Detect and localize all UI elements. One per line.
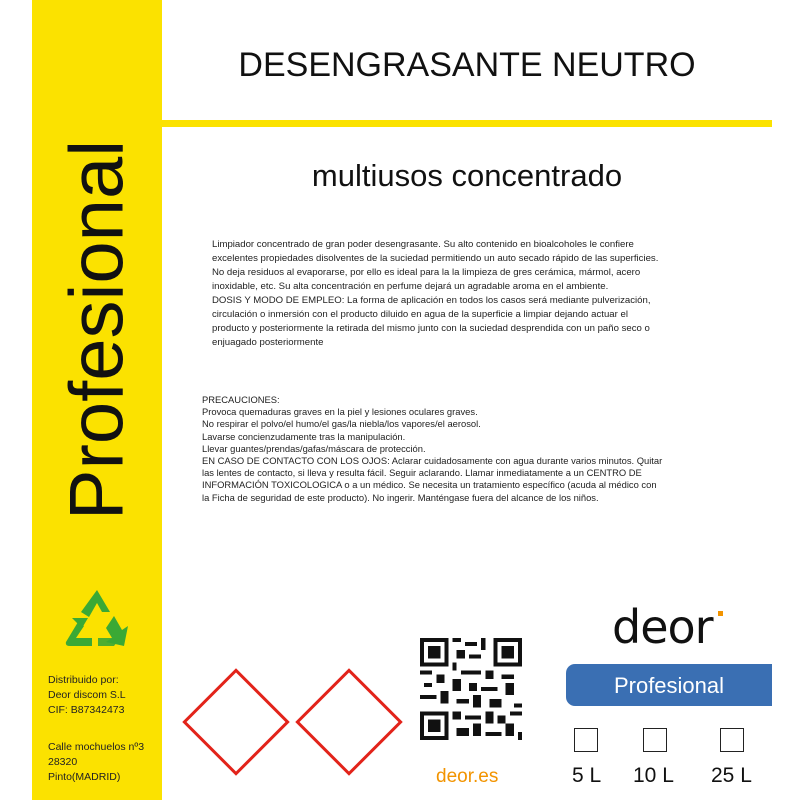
precautions-line: las lentes de contacto, si lleva y resulta fácil. Seguir aclarando. Llamar inmediatamente a un CENTRO DE <box>202 467 642 479</box>
address-line: 28320 <box>48 756 78 768</box>
description-line: DOSIS Y MODO DE EMPLEO: La forma de aplicación en todos los casos será mediante pulverización, <box>212 295 651 306</box>
description-line: producto y posteriormente la retirada del mismo junto con la suciedad desprendida con un paño seco o <box>212 323 650 334</box>
precautions-line: EN CASO DE CONTACTO CON LOS OJOS: Aclarar cuidadosamente con agua durante varios minutos. Quitar <box>202 455 663 467</box>
size-checkbox-10l[interactable] <box>643 728 667 752</box>
logo-accent-dot <box>718 611 723 616</box>
vertical-brand-text: Profesional <box>54 139 140 521</box>
precautions-line: No respirar el polvo/el humo/el gas/la niebla/los vapores/el aerosol. <box>202 418 481 430</box>
precautions-block <box>202 394 762 504</box>
description-line: enjuagado posteriormente <box>212 337 324 348</box>
recycle-icon <box>62 588 132 652</box>
precautions-line: Llevar guantes/prendas/gafas/máscara de protección. <box>202 442 426 454</box>
description-line: inoxidable, etc. Su alta concentración en perfume dejará un agradable aroma en el ambiente. <box>212 281 609 292</box>
address-block <box>48 740 144 785</box>
precautions-line: Lavarse concienzudamente tras la manipulación. <box>202 430 406 442</box>
description-line: excelentes propiedades disolventes de la suciedad permitiendo un auto secado rápido de las superficies. <box>212 253 659 264</box>
precautions-line: PRECAUCIONES: <box>202 394 280 405</box>
address-line: Pinto(MADRID) <box>48 771 121 783</box>
size-label-25l: 25 L <box>711 764 752 787</box>
size-checkbox-25l[interactable] <box>720 728 744 752</box>
size-checkbox-5l[interactable] <box>574 728 598 752</box>
distributor-line: CIF: B87342473 <box>48 704 125 716</box>
distributor-line: Deor discom S.L <box>48 689 126 701</box>
qr-code-icon <box>420 638 522 740</box>
hazard-diamond-icon <box>295 668 402 775</box>
yellow-divider <box>162 120 772 127</box>
address-line: Calle mochuelos nº3 <box>48 741 145 753</box>
description-block <box>212 238 752 350</box>
website-link[interactable]: deor.es <box>436 766 499 787</box>
precautions-line: la Ficha de seguridad de este producto). No ingerir. Manténgase fuera del alcance de los niños. <box>202 491 599 503</box>
distributor-block <box>48 673 126 718</box>
description-line: Limpiador concentrado de gran poder desengrasante. Su alto contenido en bioalcoholes le confiere <box>212 239 634 250</box>
product-title: DESENGRASANTE NEUTRO <box>238 46 696 84</box>
deor-logo: deor <box>612 600 713 654</box>
profesional-badge <box>566 664 772 706</box>
product-subtitle: multiusos concentrado <box>311 158 623 193</box>
description-line: No deja residuos al evaporarse, por ello es ideal para la la limpieza de gres cerámica, mármol, acero <box>212 267 641 278</box>
distributor-line: Distribuido por: <box>48 674 119 686</box>
badge-label: Profesional <box>613 673 725 698</box>
size-label-5l: 5 L <box>572 764 602 787</box>
size-label-10l: 10 L <box>633 764 674 787</box>
hazard-diamond-icon <box>182 668 289 775</box>
precautions-line: INFORMACIÓN TOXICOLOGICA o a un médico. Se necesita un tratamiento específico (acuda al médico con <box>202 479 657 491</box>
description-line: circulación o inmersión con el producto diluido en agua de la superficie a limpiar dejando actuar el <box>212 309 628 320</box>
precautions-line: Provoca quemaduras graves en la piel y lesiones oculares graves. <box>202 406 478 418</box>
